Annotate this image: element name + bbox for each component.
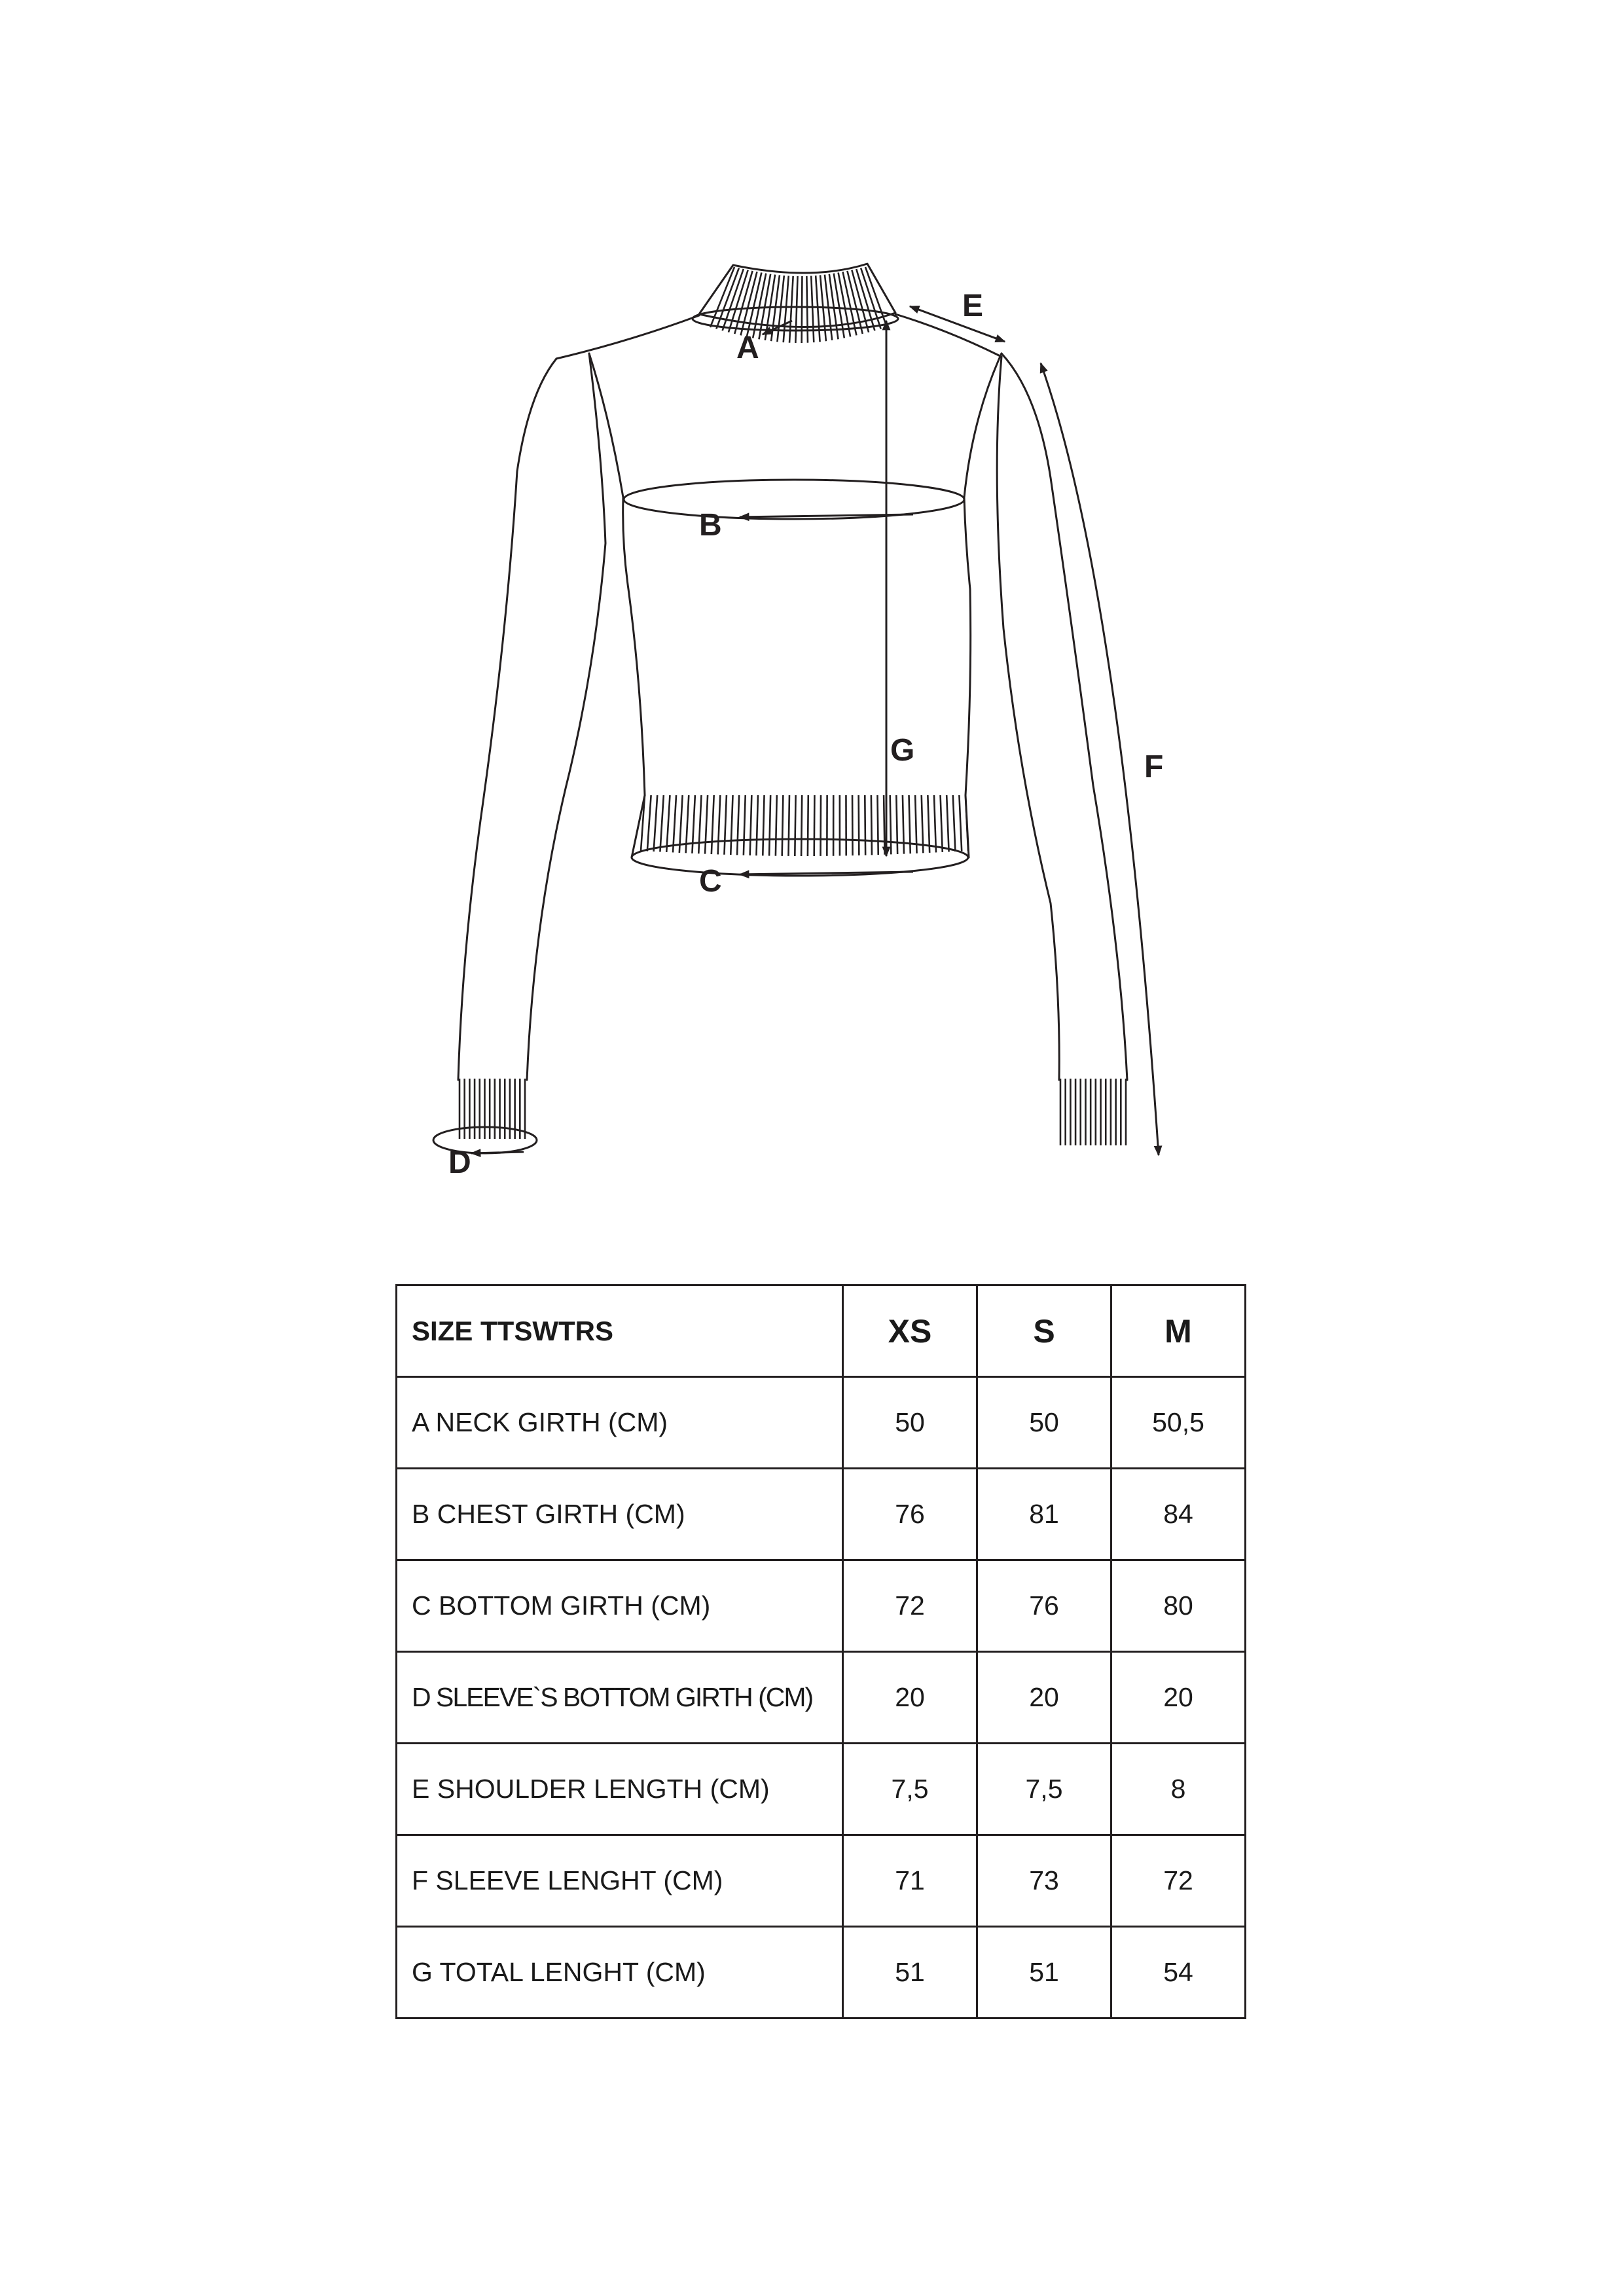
rib-line: [647, 795, 651, 851]
rib-line: [782, 795, 784, 856]
rib-line: [934, 795, 936, 852]
rib-line: [737, 795, 739, 855]
rib-line: [654, 795, 658, 852]
size-chart-table: [395, 1284, 1246, 2019]
rib-line: [816, 276, 820, 342]
cell-value: 20: [1111, 1652, 1246, 1744]
rib-line: [896, 795, 897, 854]
cell-value: 54: [1111, 1927, 1246, 2018]
cell-value: 80: [1111, 1560, 1246, 1652]
measure-e-shoulder-length: [910, 289, 1005, 342]
size-header-s: S: [977, 1285, 1111, 1377]
measure-c-bottom-girth: [632, 839, 968, 899]
size-header-m: M: [1111, 1285, 1246, 1377]
table-row: [397, 1377, 1246, 1469]
label-a: A: [736, 331, 759, 365]
cell-value: 72: [843, 1560, 977, 1652]
rib-line: [802, 276, 803, 343]
rib-line: [890, 795, 892, 854]
rib-line: [705, 795, 708, 854]
cell-value: 7,5: [977, 1744, 1111, 1835]
rib-line: [903, 795, 904, 854]
rib-line: [731, 795, 732, 855]
cell-value: 72: [1111, 1835, 1246, 1927]
measure-g-total-length: [886, 321, 914, 856]
cell-value: 50: [843, 1377, 977, 1469]
left-sleeve: [458, 353, 605, 1139]
rib-line: [909, 795, 911, 853]
cell-value: 7,5: [843, 1744, 977, 1835]
rib-line: [784, 276, 789, 342]
rib-line: [744, 795, 746, 855]
rib-line: [959, 795, 962, 851]
sweater-body: [556, 314, 1001, 857]
table-row: [397, 1835, 1246, 1927]
rib-line: [788, 795, 789, 856]
row-label: E SHOULDER LENGTH (CM): [397, 1744, 843, 1835]
cell-value: 84: [1111, 1469, 1246, 1560]
table-row: [397, 1560, 1246, 1652]
rib-line: [750, 795, 752, 855]
row-label: C BOTTOM GIRTH (CM): [397, 1560, 843, 1652]
rib-line: [660, 795, 663, 852]
table-header-row: [397, 1285, 1246, 1377]
cell-value: 73: [977, 1835, 1111, 1927]
rib-line: [941, 795, 943, 852]
row-label: B CHEST GIRTH (CM): [397, 1469, 843, 1560]
cell-value: 81: [977, 1469, 1111, 1560]
rib-line: [673, 795, 676, 852]
row-label: F SLEEVE LENGHT (CM): [397, 1835, 843, 1927]
rib-line: [789, 276, 793, 343]
label-c: C: [699, 864, 722, 899]
table-row: [397, 1927, 1246, 2018]
rib-line: [811, 276, 814, 342]
label-e: E: [962, 289, 984, 323]
rib-line: [769, 795, 770, 856]
rib-line: [724, 795, 726, 855]
rib-line: [947, 795, 948, 852]
table-row: [397, 1652, 1246, 1744]
rib-line: [795, 276, 797, 343]
label-b: B: [699, 508, 722, 543]
table-row: [397, 1744, 1246, 1835]
cell-value: 20: [977, 1652, 1111, 1744]
rib-line: [776, 795, 777, 856]
rib-line: [763, 795, 764, 855]
rib-line: [756, 795, 757, 855]
rib-line: [877, 795, 878, 855]
rib-line: [928, 795, 929, 853]
cell-value: 50,5: [1111, 1377, 1246, 1469]
rib-line: [718, 795, 721, 854]
row-label: D SLEEVE`S BOTTOM GIRTH (CM): [397, 1652, 843, 1744]
cell-value: 71: [843, 1835, 977, 1927]
rib-line: [953, 795, 956, 852]
rib-line: [814, 795, 815, 856]
rib-line: [666, 795, 670, 852]
cell-value: 76: [977, 1560, 1111, 1652]
right-sleeve: [997, 353, 1127, 1145]
cell-value: 8: [1111, 1744, 1246, 1835]
cell-value: 51: [977, 1927, 1111, 2018]
label-d: D: [448, 1145, 471, 1180]
rib-line: [712, 795, 714, 854]
table-row: [397, 1469, 1246, 1560]
size-header-xs: XS: [843, 1285, 977, 1377]
rib-line: [692, 795, 695, 853]
cell-value: 50: [977, 1377, 1111, 1469]
table-title: SIZE TTSWTRS: [397, 1285, 843, 1377]
rib-line: [801, 795, 802, 856]
measure-b-chest-girth: [624, 480, 964, 543]
row-label: A NECK GIRTH (CM): [397, 1377, 843, 1469]
cell-value: 76: [843, 1469, 977, 1560]
cell-value: 51: [843, 1927, 977, 2018]
rib-line: [698, 795, 701, 853]
label-g: G: [890, 733, 915, 768]
label-f: F: [1144, 749, 1164, 784]
rib-line: [871, 795, 872, 855]
rib-line: [806, 276, 808, 343]
cell-value: 20: [843, 1652, 977, 1744]
row-label: G TOTAL LENGHT (CM): [397, 1927, 843, 2018]
